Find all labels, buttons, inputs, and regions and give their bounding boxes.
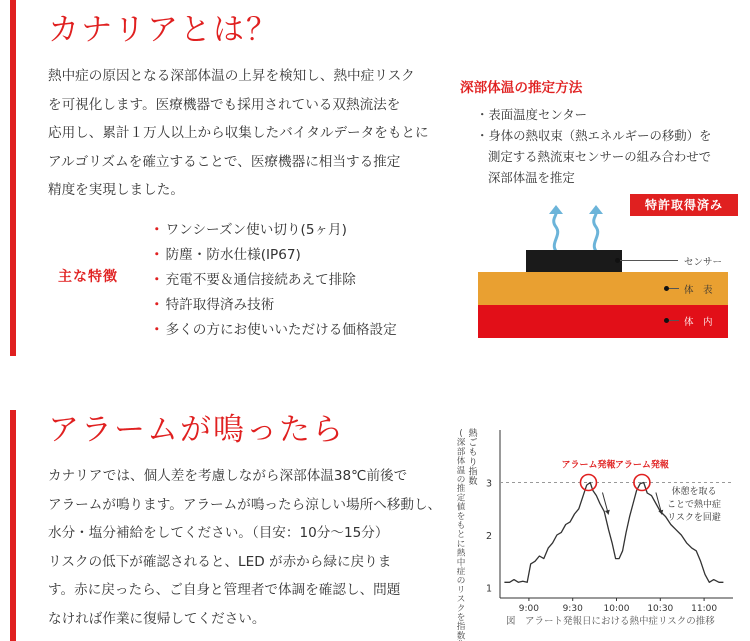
y-axis-label-sub-char: リ: [456, 585, 466, 596]
surface-label: 体 表: [684, 285, 713, 296]
method-title: 深部体温の推定方法: [460, 80, 583, 96]
paragraph-line: カナリアでは、個人差を考慮しながら深部体温38℃前後で: [48, 468, 408, 484]
y-tick-label: 1: [485, 583, 492, 595]
feature-item: ・ ワンシーズン使い切り(5ヶ月): [150, 218, 397, 243]
y-axis-label-sub-char: 体: [456, 456, 466, 467]
y-axis-label-sub-char: を: [456, 613, 466, 623]
y-axis-label-sub-char: 中: [456, 557, 466, 568]
paragraph-line: なければ作業に復帰してください。: [48, 610, 266, 627]
feature-item: ・ 多くの方にお使いいただける価格設定: [150, 318, 397, 343]
y-axis-label-sub-char: 数: [456, 631, 466, 641]
x-tick-label: 9:30: [562, 604, 583, 614]
method-item: ・ 身体の熱収束（熱エネルギーの移動）を: [476, 125, 711, 146]
method-item-continued: 測定する熱流束センサーの組み合わせで: [488, 149, 712, 164]
heat-flow-arrows: [536, 205, 616, 253]
rest-note-line: ことで熱中症: [666, 500, 722, 510]
section1-paragraph: [48, 62, 429, 205]
feature-item: ・ 特許取得済み技術: [150, 293, 397, 318]
sensor-label: センサー: [684, 257, 723, 268]
sensor-layer: [526, 250, 622, 272]
y-axis-label-main-char: り: [468, 457, 478, 468]
y-axis-label-main-char: ご: [468, 438, 478, 449]
paragraph-line: 応用し、累計１万人以上から収集したバイタルデータをもとに: [48, 125, 429, 141]
y-axis-label-sub-char: 値: [456, 502, 466, 513]
rest-note-line: 休憩を取る: [671, 487, 717, 497]
patent-badge: 特許取得済み: [630, 194, 738, 216]
inner-label: 体 内: [684, 317, 713, 328]
method-list: [476, 104, 711, 188]
chart-caption: 図 アラート発報日における熱中症リスクの推移: [506, 616, 715, 627]
paragraph-line: 熱中症の原因となる深部体温の上昇を検知し、熱中症リスク: [48, 68, 415, 84]
heat-arrowhead-right: [589, 205, 603, 214]
risk-chart: [448, 420, 743, 641]
y-tick-label: 3: [485, 478, 492, 490]
section2-accent-bar: [10, 410, 16, 641]
y-axis-label-sub-char: 温: [456, 465, 466, 476]
y-axis-label-sub-char: 熱: [456, 548, 466, 559]
y-axis-label-main-char: 指: [468, 467, 478, 478]
features-label: 主な特徴: [58, 269, 118, 285]
y-axis-label-sub-char: と: [456, 530, 466, 541]
y-axis-label-sub-char: ス: [456, 594, 466, 605]
inner-leader-line: [669, 320, 679, 321]
y-axis-label-sub-char: に: [456, 539, 466, 550]
y-axis-label-sub-char: を: [456, 511, 466, 522]
y-axis-label-main-char: 数: [468, 477, 478, 487]
heat-arrow-left: [554, 211, 558, 251]
feature-item: ・ 防塵・防水仕様(IP67): [150, 243, 397, 268]
alarm-pointer-arrow-head: [605, 510, 610, 515]
paragraph-line: 水分・塩分補給をしてください。（目安：10分～15分）: [48, 525, 389, 541]
x-tick-label: 10:30: [647, 604, 674, 614]
x-tick-label: 11:00: [691, 604, 718, 614]
paragraph-line: リスクの低下が確認されると、LED が赤から緑に戻りま: [48, 553, 392, 570]
y-axis-label-sub-char: 深: [456, 438, 466, 449]
y-tick-label: 2: [485, 531, 492, 542]
section1-title: カナリアとは？: [48, 12, 279, 48]
x-tick-label: 9:00: [518, 604, 540, 614]
y-axis-label-sub-char: 定: [456, 493, 466, 504]
y-axis-label-main-char: も: [468, 448, 478, 459]
risk-series-line: [504, 483, 723, 583]
method-item-continued: 深部体温を推定: [488, 170, 575, 185]
y-axis-label-sub-char: の: [456, 576, 466, 587]
y-axis-label-sub-char: 推: [456, 484, 466, 495]
y-axis-label-sub-char: 部: [456, 447, 466, 458]
alarm-label: アラーム発報: [561, 460, 616, 471]
y-axis-label-sub-char: 症: [456, 567, 466, 577]
y-axis-label-sub-char: ク: [456, 603, 466, 614]
y-axis-label-main-char: 熱: [468, 429, 478, 439]
y-axis-label-sub-char: (: [459, 429, 463, 439]
section2-title: アラームが鳴ったら: [48, 412, 345, 448]
surface-leader-line: [669, 288, 679, 289]
sensor-leader-line: [620, 260, 678, 261]
paragraph-line: す。赤に戻ったら、ご自身と管理者で体調を確認し、問題: [48, 582, 401, 598]
y-axis-label-sub-char: の: [456, 475, 466, 485]
paragraph-line: アラームが鳴ります。アラームが鳴ったら涼しい場所へ移動し、: [48, 496, 442, 513]
y-axis-label-sub-char: 指: [456, 622, 466, 633]
method-item: ・ 表面温度センター: [476, 104, 711, 125]
section2-paragraph: [48, 462, 441, 633]
section1-accent-bar: [10, 0, 16, 356]
features-list: [150, 218, 397, 343]
paragraph-line: を可視化します。医療機器でも採用されている双熱流法を: [48, 96, 401, 113]
rest-note-line: リスクを回避: [667, 513, 721, 523]
x-tick-label: 10:00: [603, 604, 630, 614]
paragraph-line: アルゴリズムを確立することで、医療機器に相当する推定: [48, 153, 401, 170]
heat-arrow-right: [594, 211, 598, 251]
feature-item: ・ 充電不要＆通信接続あえて排除: [150, 268, 397, 293]
heat-arrowhead-left: [549, 205, 563, 214]
paragraph-line: 精度を実現しました。: [48, 182, 184, 198]
alarm-label: アラーム発報: [614, 460, 669, 471]
alarm-circle: [580, 475, 596, 491]
y-axis-label-sub-char: も: [456, 521, 466, 531]
